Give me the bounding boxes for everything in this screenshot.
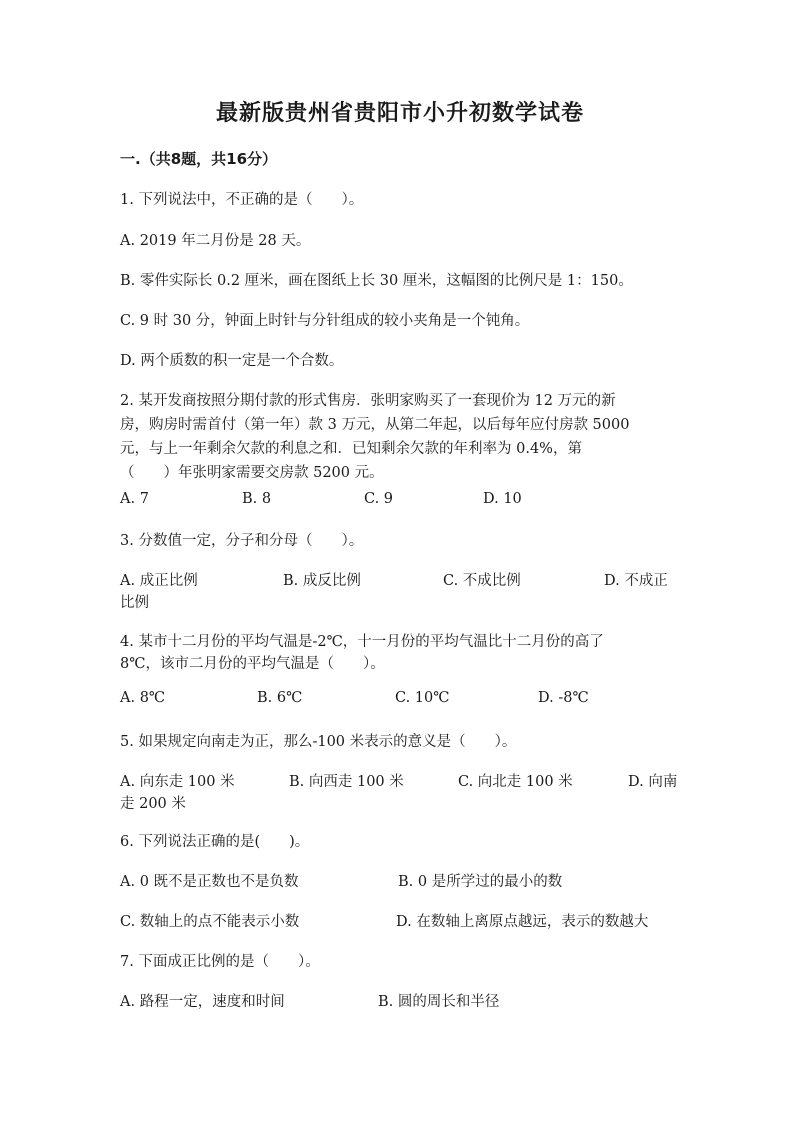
q6-option-b: B. 0 是所学过的最小的数 [398, 874, 563, 890]
q4-stem-line-2: 8℃，该市二月份的平均气温是（ ）。 [120, 656, 385, 672]
q1-option-b: B. 零件实际长 0.2 厘米，画在图纸上长 30 厘米，这幅图的比例尺是 1：150。 [120, 273, 633, 289]
q5-option-d: D. 向南 [628, 774, 678, 790]
q4-option-b: B. 6℃ [257, 690, 303, 706]
q1-stem: 1. 下列说法中，不正确的是（ ）。 [120, 192, 364, 208]
q2-stem-line-4: （ ）年张明家需要交房款 5200 元。 [120, 465, 384, 481]
q3-option-d-continued: 比例 [120, 595, 149, 611]
q7-stem: 7. 下面成正比例的是（ ）。 [120, 954, 320, 970]
q2-option-d: D. 10 [483, 491, 522, 507]
q2-option-b: B. 8 [242, 491, 272, 507]
q6-option-d: D. 在数轴上离原点越远，表示的数越大 [396, 914, 649, 930]
q6-stem: 6. 下列说法正确的是( )。 [120, 834, 310, 850]
q6-option-c: C. 数轴上的点不能表示小数 [120, 914, 300, 930]
q3-stem: 3. 分数值一定，分子和分母（ ）。 [120, 533, 364, 549]
q3-option-b: B. 成反比例 [283, 573, 361, 589]
q5-option-d-continued: 走 200 米 [120, 796, 186, 812]
q5-option-a: A. 向东走 100 米 [120, 774, 235, 790]
section-heading: 一.（共8题，共16分） [120, 150, 278, 168]
q4-option-a: A. 8℃ [120, 690, 166, 706]
q5-option-b: B. 向西走 100 米 [289, 774, 404, 790]
page-title: 最新版贵州省贵阳市小升初数学试卷 [215, 101, 584, 126]
q5-option-c: C. 向北走 100 米 [458, 774, 573, 790]
q3-option-d: D. 不成正 [604, 573, 668, 589]
q2-option-c: C. 9 [364, 491, 394, 507]
q5-stem: 5. 如果规定向南走为正，那么-100 米表示的意义是（ ）。 [120, 734, 517, 750]
q7-option-a: A. 路程一定，速度和时间 [120, 994, 285, 1010]
q2-stem-line-2: 房，购房时需首付（第一年）款 3 万元，从第二年起，以后每年应付房款 5000 [120, 417, 630, 433]
q1-option-d: D. 两个质数的积一定是一个合数。 [120, 353, 344, 369]
q3-option-a: A. 成正比例 [120, 573, 198, 589]
q4-option-c: C. 10℃ [395, 690, 450, 706]
q1-option-a: A. 2019 年二月份是 28 天。 [120, 233, 311, 249]
q2-stem-line-1: 2. 某开发商按照分期付款的形式售房．张明家购买了一套现价为 12 万元的新 [120, 393, 616, 409]
q1-option-c: C. 9 时 30 分，钟面上时针与分针组成的较小夹角是一个钝角。 [120, 313, 530, 329]
q7-option-b: B. 圆的周长和半径 [378, 994, 500, 1010]
q4-stem-line-1: 4. 某市十二月份的平均气温是-2℃，十一月份的平均气温比十二月份的高了 [120, 634, 604, 650]
q4-option-d: D. -8℃ [538, 690, 589, 706]
q2-stem-line-3: 元，与上一年剩余欠款的利息之和．已知剩余欠款的年利率为 0.4%，第 [120, 441, 582, 457]
q2-option-a: A. 7 [120, 491, 149, 507]
q6-option-a: A. 0 既不是正数也不是负数 [120, 874, 299, 890]
q3-option-c: C. 不成比例 [443, 573, 521, 589]
